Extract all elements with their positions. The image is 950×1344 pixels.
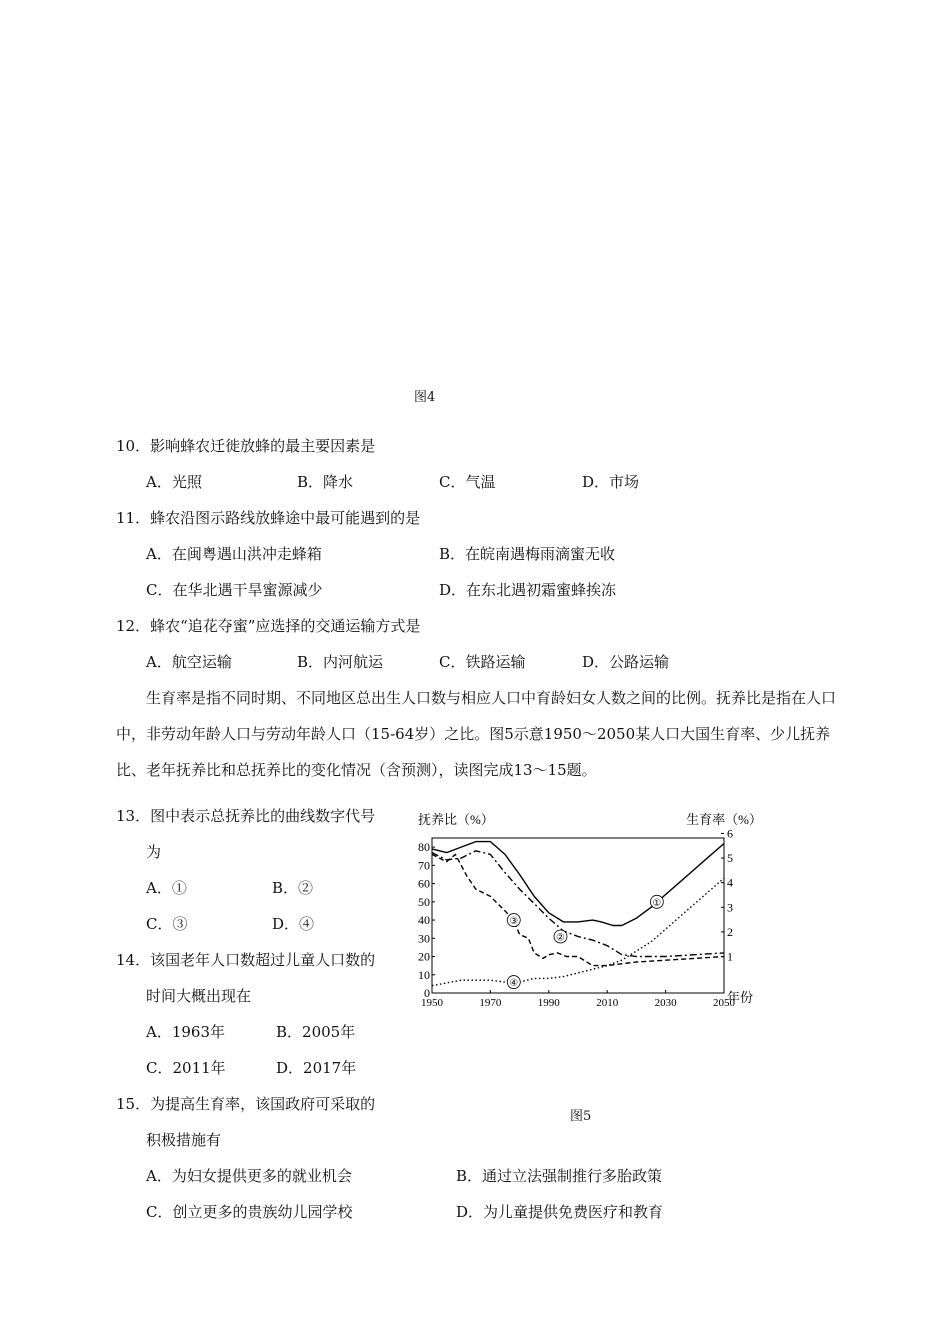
q10-option-a: A．光照 xyxy=(146,473,202,491)
left-tick-label: 20 xyxy=(418,949,430,964)
right-tick-label: 3 xyxy=(727,900,733,915)
q15-stem-line2: 积极措施有 xyxy=(146,1131,222,1149)
left-tick-label: 0 xyxy=(424,986,430,1000)
q11-option-d: D．在东北遇初霜蜜蜂挨冻 xyxy=(439,581,617,599)
q13-option-c: C．③ xyxy=(146,915,188,933)
series-label-3: ③ xyxy=(509,916,519,928)
series-line-2 xyxy=(432,851,724,957)
q10-option-b: B．降水 xyxy=(297,473,354,491)
series-line-1 xyxy=(432,842,724,926)
q12-option-a: A．航空运输 xyxy=(146,653,232,671)
q12-option-c: C．铁路运输 xyxy=(439,653,526,671)
right-tick-label: 4 xyxy=(727,875,733,890)
right-tick-label: 6 xyxy=(727,826,733,841)
left-axis-title: 抚养比（%） xyxy=(418,812,494,827)
series-line-3 xyxy=(432,854,724,965)
q12-stem: 12．蜂农“追花夺蜜”应选择的交通运输方式是 xyxy=(116,617,421,635)
q11-option-c: C．在华北遇干旱蜜源减少 xyxy=(146,581,323,599)
x-tick-label: 1990 xyxy=(537,997,560,1009)
q12-option-d: D．公路运输 xyxy=(582,653,670,671)
q13-option-d: D．④ xyxy=(272,915,315,933)
series-label-1: ① xyxy=(652,897,662,909)
right-tick-label: 1 xyxy=(727,949,733,964)
q15-option-d: D．为儿童提供免费医疗和教育 xyxy=(456,1203,664,1221)
q10-option-c: C．气温 xyxy=(439,473,496,491)
right-axis-title: 生育率（%） xyxy=(686,812,762,827)
x-tick-label: 1970 xyxy=(479,997,502,1009)
figure-4-caption: 图4 xyxy=(414,390,436,405)
left-tick-label: 80 xyxy=(418,840,430,855)
x-tick-label: 2050 xyxy=(713,997,735,1009)
q15-option-b: B．通过立法强制推行多胎政策 xyxy=(456,1167,663,1185)
left-tick-label: 10 xyxy=(418,967,430,982)
q15-option-c: C．创立更多的贵族幼儿园学校 xyxy=(146,1203,353,1221)
q15-option-a: A．为妇女提供更多的就业机会 xyxy=(146,1167,352,1185)
right-tick-label: 5 xyxy=(727,851,733,866)
x-tick-label: 2010 xyxy=(596,997,619,1009)
left-tick-label: 30 xyxy=(418,931,430,946)
q14-option-d: D．2017年 xyxy=(276,1059,357,1077)
x-tick-label: 1950 xyxy=(421,997,443,1009)
q14-stem-line1: 14．该国老年人口数超过儿童人口数的 xyxy=(116,951,376,969)
q14-option-b: B．2005年 xyxy=(276,1023,356,1041)
q10-option-d: D．市场 xyxy=(582,473,640,491)
q13-option-a: A．① xyxy=(146,879,187,897)
x-tick-label: 2030 xyxy=(654,997,677,1009)
series-line-4 xyxy=(432,878,724,986)
q14-stem-line2: 时间大概出现在 xyxy=(146,987,252,1005)
q14-option-c: C．2011年 xyxy=(146,1059,226,1077)
q13-stem-line2: 为 xyxy=(146,843,162,861)
figure-5-chart xyxy=(418,810,768,1010)
intro-paragraph: 生育率是指不同时期、不同地区总出生人口数与相应人口中育龄妇女人数之间的比例。抚养比是指在人口中，非劳动年龄人口与劳动年龄人口（15-64岁）之比。图5示意1950～2050某人口大国生育率、少儿抚养比、老年抚养比和总抚养比的变化情况（含预测），读图完成13～15题。 xyxy=(116,689,837,779)
q11-stem: 11．蜂农沿图示路线放蜂途中最可能遇到的是 xyxy=(116,509,421,527)
series-label-2: ② xyxy=(555,932,565,944)
q13-option-b: B．② xyxy=(272,879,314,897)
right-tick-label: 2 xyxy=(727,924,733,939)
figure-5-caption: 图5 xyxy=(570,1109,592,1124)
q13-stem-line1: 13．图中表示总抚养比的曲线数字代号 xyxy=(116,807,376,825)
q10-stem: 10．影响蜂农迁徙放蜂的最主要因素是 xyxy=(116,437,376,455)
plot-frame xyxy=(432,838,724,993)
left-tick-label: 40 xyxy=(418,913,430,928)
q11-option-b: B．在皖南遇梅雨滴蜜无收 xyxy=(439,545,616,563)
x-axis-title: 年份 xyxy=(727,990,754,1005)
q15-stem-line1: 15．为提高生育率，该国政府可采取的 xyxy=(116,1095,376,1113)
left-tick-label: 50 xyxy=(418,894,430,909)
q12-option-b: B．内河航运 xyxy=(297,653,384,671)
left-tick-label: 70 xyxy=(418,858,430,873)
left-tick-label: 60 xyxy=(418,876,430,891)
q11-option-a: A．在闽粤遇山洪冲走蜂箱 xyxy=(146,545,322,563)
series-label-4: ④ xyxy=(509,978,519,990)
q14-option-a: A．1963年 xyxy=(146,1023,226,1041)
